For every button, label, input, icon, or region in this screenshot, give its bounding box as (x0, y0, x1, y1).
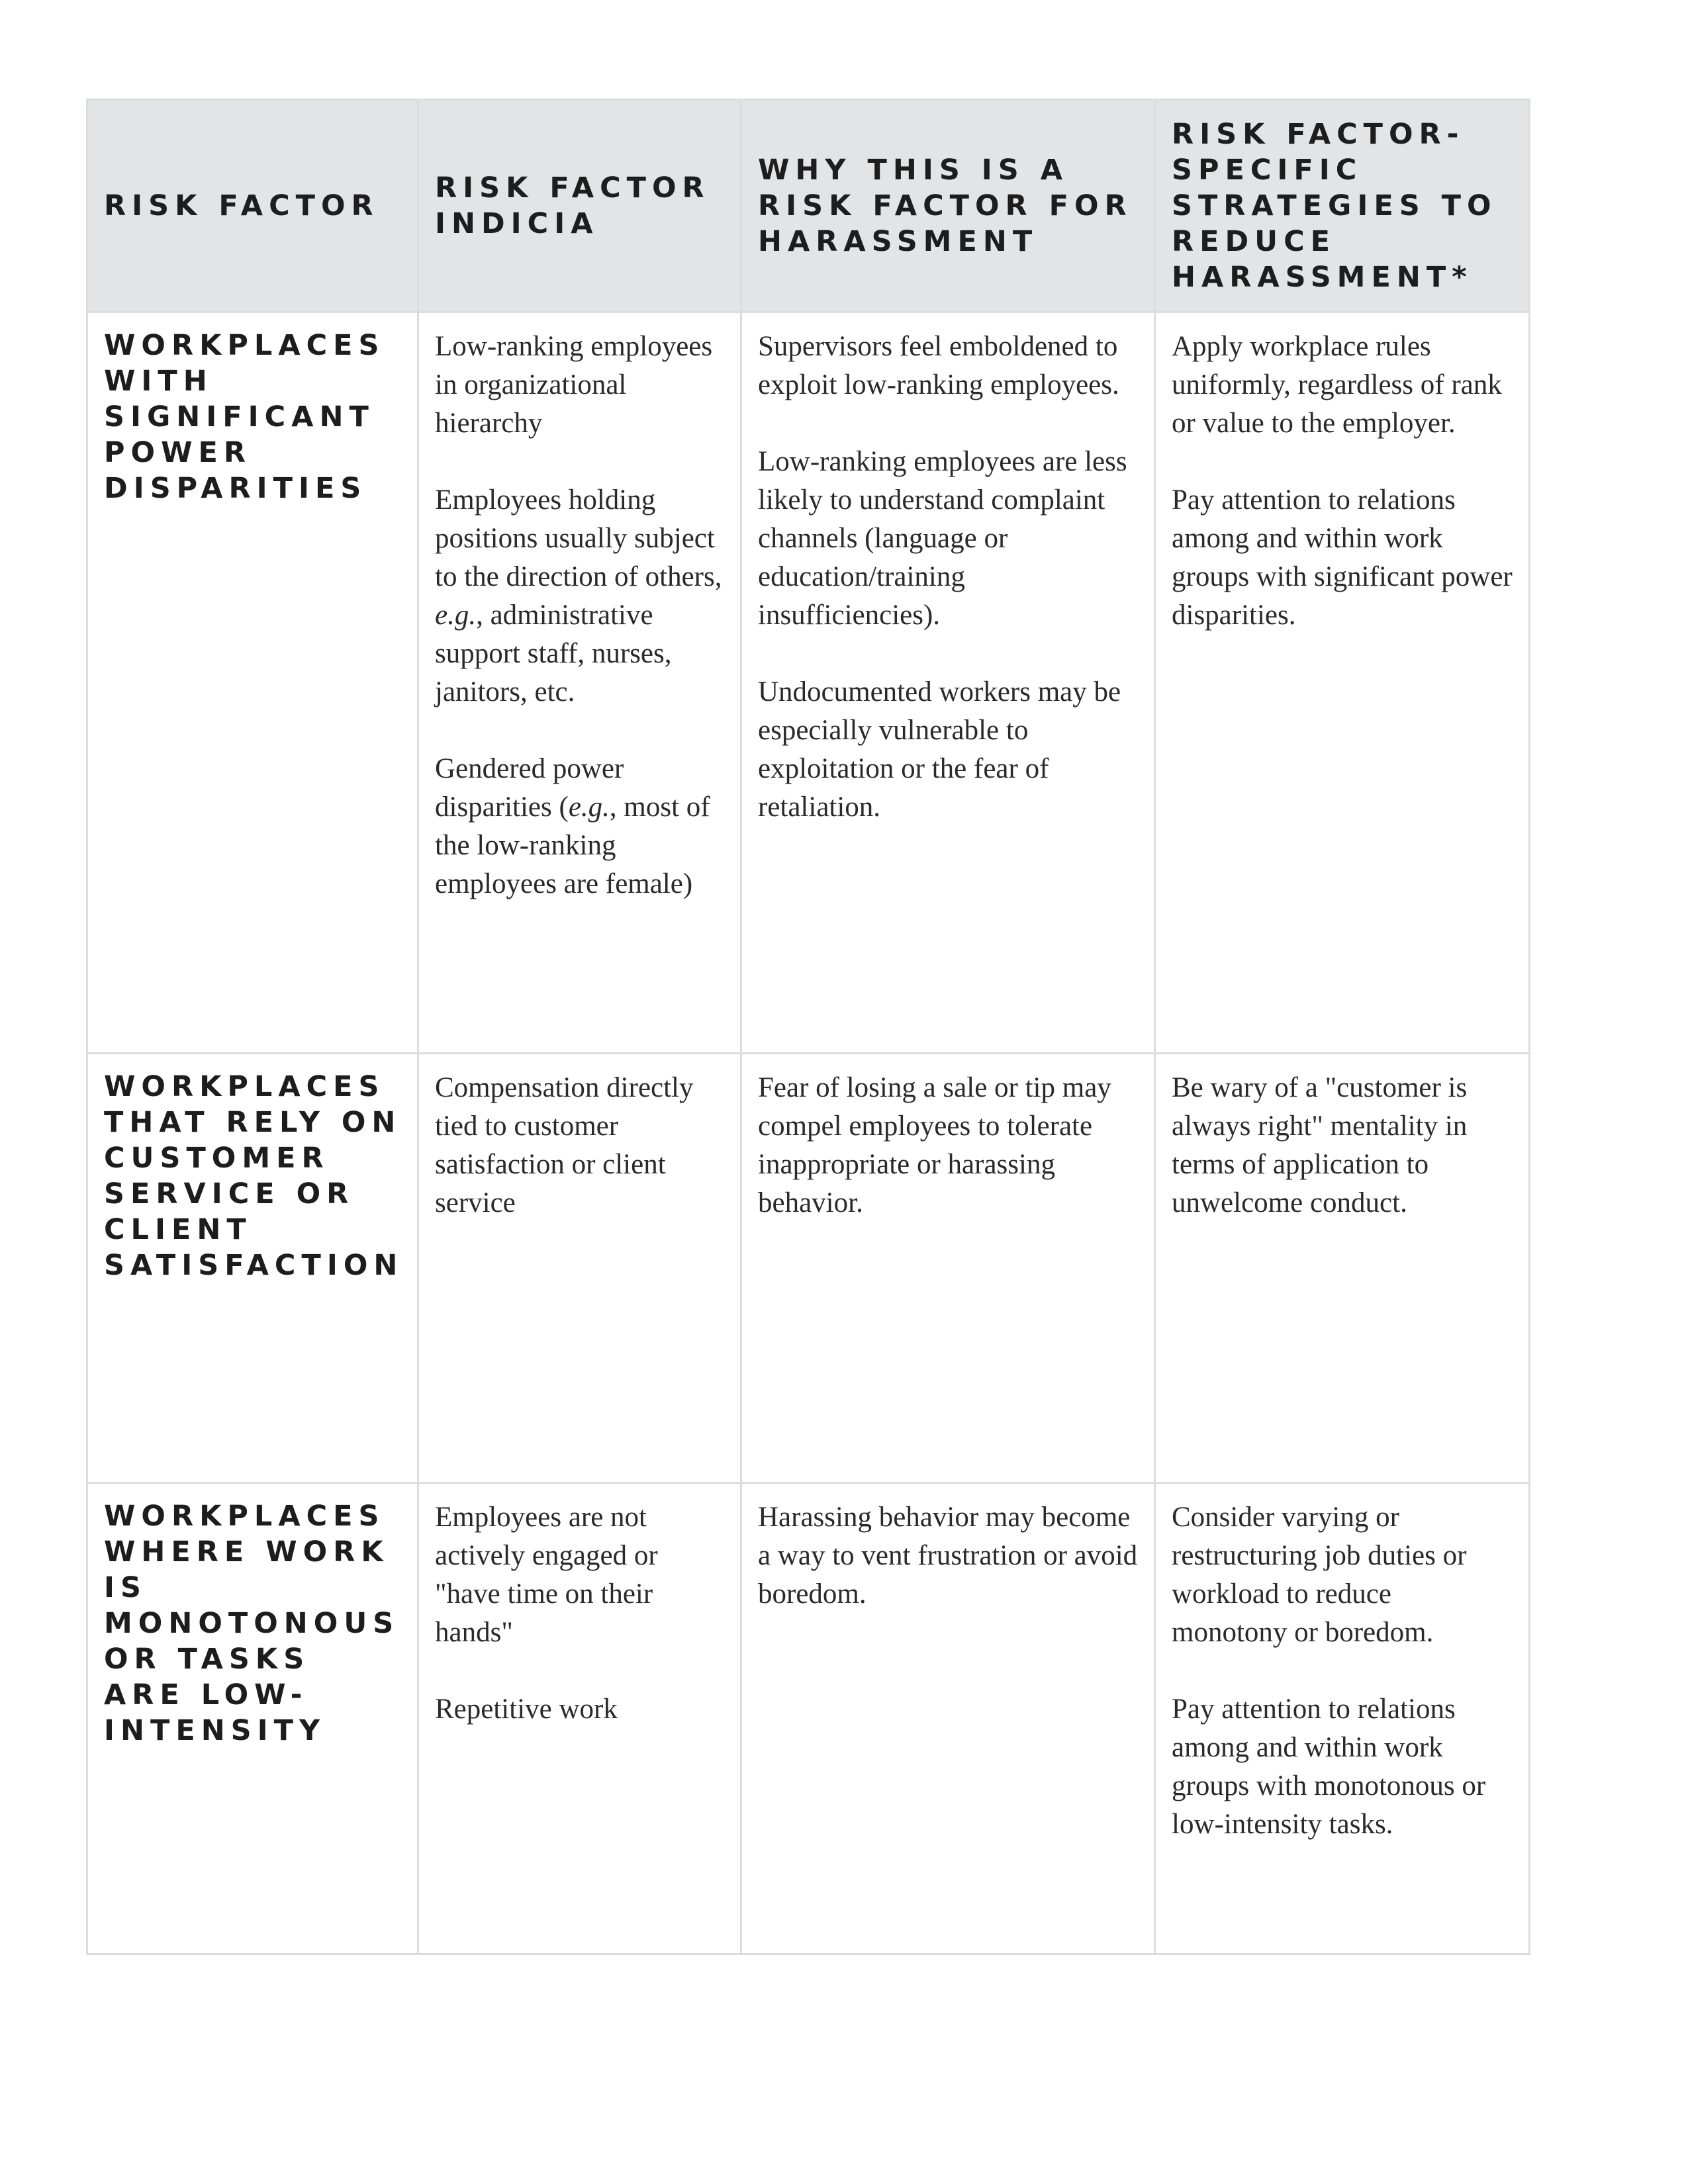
strategies-cell (1155, 1483, 1530, 1954)
risk-factor-cell: WORKPLACES WHERE WORK IS MONOTONOUS OR TASKS ARE LOW-INTENSITY (87, 1483, 418, 1954)
strategy-item: Apply workplace rules uniformly, regardless of rank or value to the employer. (1172, 331, 1502, 439)
indicia-item: Employees are not actively engaged or "have time on their hands" (435, 1502, 658, 1648)
why-item: Fear of losing a sale or tip may compel employees to tolerate inappropriate or harassing behavior. (758, 1072, 1111, 1218)
indicia-item: Employees holding positions usually subject to the direction of others, e.g., administrative support staff, nurses, janitors, etc. (435, 484, 722, 707)
strategy-item: Be wary of a "customer is always right" mentality in terms of application to unwelcome conduct. (1172, 1072, 1468, 1218)
why-item: Low-ranking employees are less likely to understand complaint channels (language or education/training insufficiencies). (758, 446, 1127, 631)
why-item: Undocumented workers may be especially vulnerable to exploitation or the fear of retaliation. (758, 676, 1121, 823)
indicia-cell (418, 1483, 741, 1954)
strategy-item: Pay attention to relations among and within work groups with significant power disparities. (1172, 484, 1513, 631)
indicia-item: Compensation directly tied to customer satisfaction or client service (435, 1072, 694, 1218)
strategies-cell (1155, 312, 1530, 1054)
strategy-item: Consider varying or restructuring job duties or workload to reduce monotony or boredom. (1172, 1502, 1467, 1648)
why-item: Supervisors feel emboldened to exploit low-ranking employees. (758, 331, 1119, 400)
risk-factor-cell: WORKPLACES THAT RELY ON CUSTOMER SERVICE OR CLIENT SATISFACTION (87, 1054, 418, 1483)
indicia-item: Repetitive work (435, 1694, 618, 1725)
indicia-cell (418, 312, 741, 1054)
indicia-cell (418, 1054, 741, 1483)
header-risk-factor-indicia: RISK FACTOR INDICIA (418, 100, 741, 312)
why-cell (741, 1483, 1155, 1954)
indicia-item: Gendered power disparities (e.g., most of the low-ranking employees are female) (435, 753, 710, 899)
strategies-cell (1155, 1054, 1530, 1483)
why-cell (741, 1054, 1155, 1483)
strategy-item: Pay attention to relations among and within work groups with monotonous or low-intensity tasks. (1172, 1694, 1486, 1840)
risk-factor-cell: WORKPLACES WITH SIGNIFICANT POWER DISPARITIES (87, 312, 418, 1054)
header-why-risk-factor: WHY THIS IS A RISK FACTOR FOR HARASSMENT (741, 100, 1155, 312)
indicia-item: Low-ranking employees in organizational hierarchy (435, 331, 713, 439)
why-item: Harassing behavior may become a way to vent frustration or avoid boredom. (758, 1502, 1138, 1610)
header-strategies: RISK FACTOR-SPECIFIC STRATEGIES TO REDUCE HARASSMENT* (1155, 100, 1530, 312)
table-row (87, 1054, 1530, 1483)
header-risk-factor: RISK FACTOR (87, 100, 418, 312)
table-row (87, 1483, 1530, 1954)
table-header-row (87, 100, 1530, 312)
risk-factor-table (86, 99, 1530, 1955)
why-cell (741, 312, 1155, 1054)
table-row (87, 312, 1530, 1054)
